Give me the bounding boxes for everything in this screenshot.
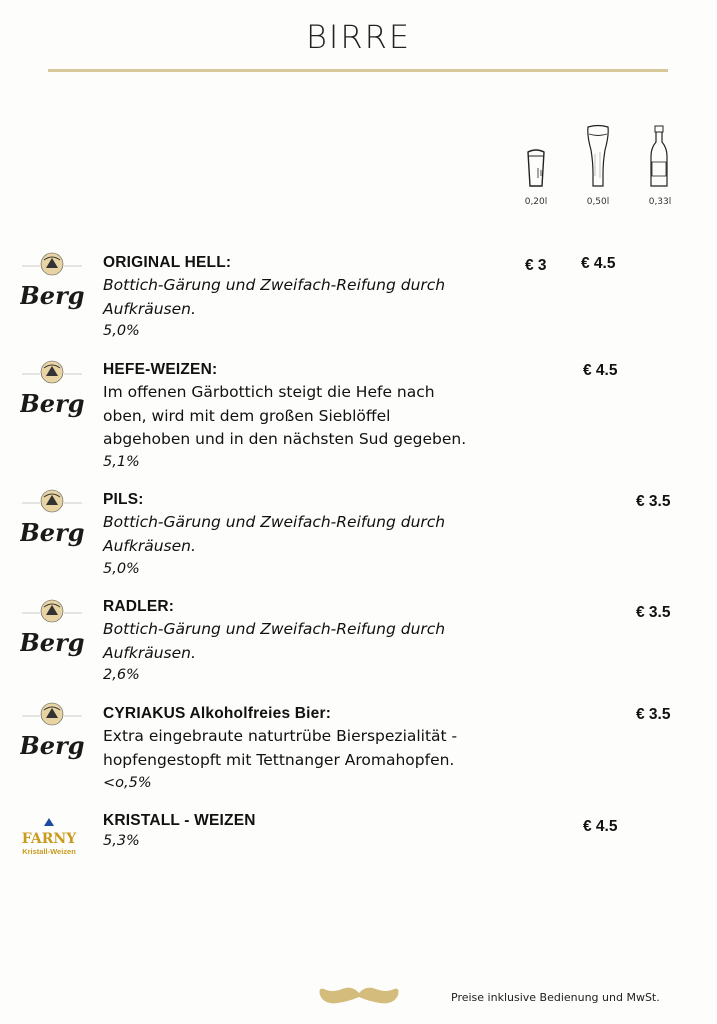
berg-logo (20, 250, 84, 314)
item-name: KRISTALL - WEIZEN (103, 812, 256, 829)
small-glass-icon (524, 148, 548, 190)
item-name: HEFE-WEIZEN: (103, 361, 218, 378)
item-abv: 5,3% (103, 833, 140, 849)
berg-logo (20, 597, 84, 661)
item-price-medium: € 4.5 (581, 255, 616, 272)
item-abv: 5,0% (103, 561, 140, 577)
item-description: Bottich-Gärung und Zweifach-Reifung durch Aufkräusen. (103, 276, 446, 318)
price-note: Preise inklusive Bedienung und MwSt. (451, 991, 660, 1004)
bottle-icon (648, 124, 670, 190)
item-description: Im offenen Gärbottich steigt die Hefe nach oben, wird mit dem großen Sieblöffel abgehoben und in den nächsten Sud gegeben. (103, 383, 467, 448)
item-price-medium: € 4.5 (583, 362, 618, 379)
item-price-bottle: € 3.5 (636, 604, 671, 621)
item-description: Bottich-Gärung und Zweifach-Reifung durch Aufkräusen. (103, 620, 446, 662)
berg-logo (20, 487, 84, 551)
size-label-bottle: 0,33l (648, 197, 672, 207)
item-name: RADLER: (103, 598, 175, 615)
berg-logo-text: Berg (20, 281, 84, 310)
mustache-icon (318, 983, 400, 1013)
item-price-medium: € 4.5 (583, 818, 618, 835)
item-abv: 2,6% (103, 667, 140, 683)
berg-logo-text: Berg (20, 628, 84, 657)
title-divider (48, 69, 668, 72)
item-abv: 5,1% (103, 454, 140, 470)
berg-logo-text: Berg (20, 389, 84, 418)
berg-logo (20, 358, 84, 422)
item-name: ORIGINAL HELL: (103, 254, 232, 271)
wheat-glass-icon (585, 124, 611, 190)
item-price-bottle: € 3.5 (636, 493, 671, 510)
item-description: Extra eingebraute naturtrübe Bierspezialität - hopfengestopft mit Tettnanger Aromahopfen. (103, 727, 458, 769)
item-name: CYRIAKUS Alkoholfreies Bier: (103, 705, 332, 722)
farny-logo-text: FARNY (21, 831, 77, 847)
item-name: PILS: (103, 491, 144, 508)
berg-logo (20, 700, 84, 764)
size-label-medium: 0,50l (586, 197, 610, 207)
item-price-bottle: € 3.5 (636, 706, 671, 723)
page-title: BIRRE (305, 18, 412, 56)
item-abv: 5,0% (103, 323, 140, 339)
farny-logo (18, 815, 80, 861)
berg-logo-text: Berg (20, 731, 84, 760)
item-price-small: € 3 (525, 257, 547, 274)
farny-logo-subtext: Kristall-Weizen (22, 847, 76, 856)
item-description: Bottich-Gärung und Zweifach-Reifung durch Aufkräusen. (103, 513, 446, 555)
size-label-small: 0,20l (524, 197, 548, 207)
item-abv: <o,5% (103, 775, 152, 791)
berg-logo-text: Berg (20, 518, 84, 547)
